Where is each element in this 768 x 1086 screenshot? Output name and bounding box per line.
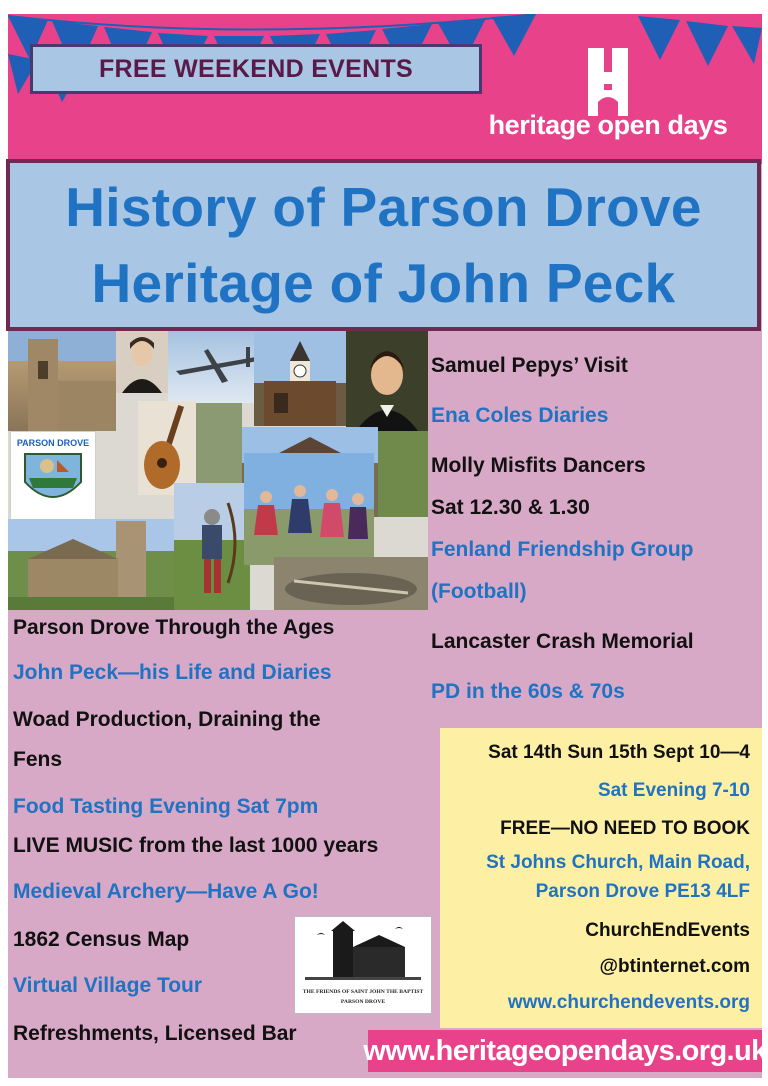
event-fenland-football: (Football) <box>431 580 527 603</box>
event-virtual-tour: Virtual Village Tour <box>13 974 203 997</box>
footer-url-bar[interactable] <box>363 1030 767 1072</box>
event-pd-60s-70s: PD in the 60s & 70s <box>431 680 625 703</box>
info-email-line1: ChurchEndEvents <box>585 920 750 941</box>
info-venue-line2: Parson Drove PE13 4LF <box>535 881 750 902</box>
event-fenland-friendship: Fenland Friendship Group <box>431 538 694 561</box>
event-live-music: LIVE MUSIC from the last 1000 years <box>13 834 379 857</box>
church-exterior-photo <box>196 403 242 483</box>
info-free: FREE—NO NEED TO BOOK <box>500 818 750 839</box>
church-sketch-icon <box>295 917 431 985</box>
lute-instrument-photo <box>138 401 196 495</box>
event-ena-coles: Ena Coles Diaries <box>431 404 609 427</box>
portrait-woman-painting <box>116 331 168 393</box>
church-tower-photo <box>8 331 116 431</box>
friends-logo-line1: THE FRIENDS OF SAINT JOHN THE BAPTIST <box>302 989 424 995</box>
garden-photo <box>378 431 428 517</box>
free-weekend-events-label: FREE WEEKEND EVENTS <box>98 54 414 83</box>
morris-dancers-photo <box>244 453 374 565</box>
info-evening: Sat Evening 7-10 <box>597 780 750 801</box>
friends-logo-line2: PARSON DROVE <box>340 999 386 1005</box>
event-lancaster-crash: Lancaster Crash Memorial <box>431 630 694 653</box>
info-dates: Sat 14th Sun 15th Sept 10—4 <box>488 742 750 763</box>
memorial-display-photo <box>274 557 428 610</box>
info-website[interactable]: www.churchendevents.org <box>507 992 750 1013</box>
event-woad-production-cont: Fens <box>13 748 63 771</box>
info-email-line2: @btinternet.com <box>599 956 750 977</box>
info-box <box>440 728 762 1028</box>
photo-collage <box>8 331 428 610</box>
portrait-john-peck-painting <box>346 331 428 431</box>
event-molly-misfits: Molly Misfits Dancers <box>431 454 646 477</box>
crest-label: PARSON DROVE <box>16 438 90 448</box>
lancaster-bomber-photo <box>168 331 264 403</box>
event-census-map: 1862 Census Map <box>13 928 190 951</box>
event-food-tasting: Food Tasting Evening Sat 7pm <box>13 795 319 818</box>
clock-tower-photo <box>254 331 346 426</box>
info-venue-line1: St Johns Church, Main Road, <box>486 852 750 873</box>
friends-of-st-john-logo <box>294 916 432 1014</box>
village-church-photo <box>8 519 174 610</box>
event-medieval-archery: Medieval Archery—Have A Go! <box>13 880 319 903</box>
free-weekend-events-box <box>30 44 482 94</box>
event-molly-misfits-time: Sat 12.30 & 1.30 <box>431 496 590 519</box>
event-woad-production: Woad Production, Draining the <box>13 708 321 731</box>
footer-url[interactable]: www.heritageopendays.org.uk <box>363 1034 767 1067</box>
event-parson-drove-through-ages: Parson Drove Through the Ages <box>13 616 335 639</box>
heritage-open-days-logo-text: heritage open days <box>488 110 728 140</box>
title-line-2: Heritage of John Peck <box>91 252 676 314</box>
medieval-archer-photo <box>174 483 250 610</box>
event-john-peck-diaries: John Peck—his Life and Diaries <box>13 661 332 684</box>
event-samuel-pepys: Samuel Pepys’ Visit <box>431 354 628 377</box>
crest-badge <box>10 431 96 521</box>
title-box <box>6 159 761 331</box>
event-refreshments: Refreshments, Licensed Bar <box>13 1022 297 1045</box>
title-line-1: History of Parson Drove <box>65 176 702 238</box>
